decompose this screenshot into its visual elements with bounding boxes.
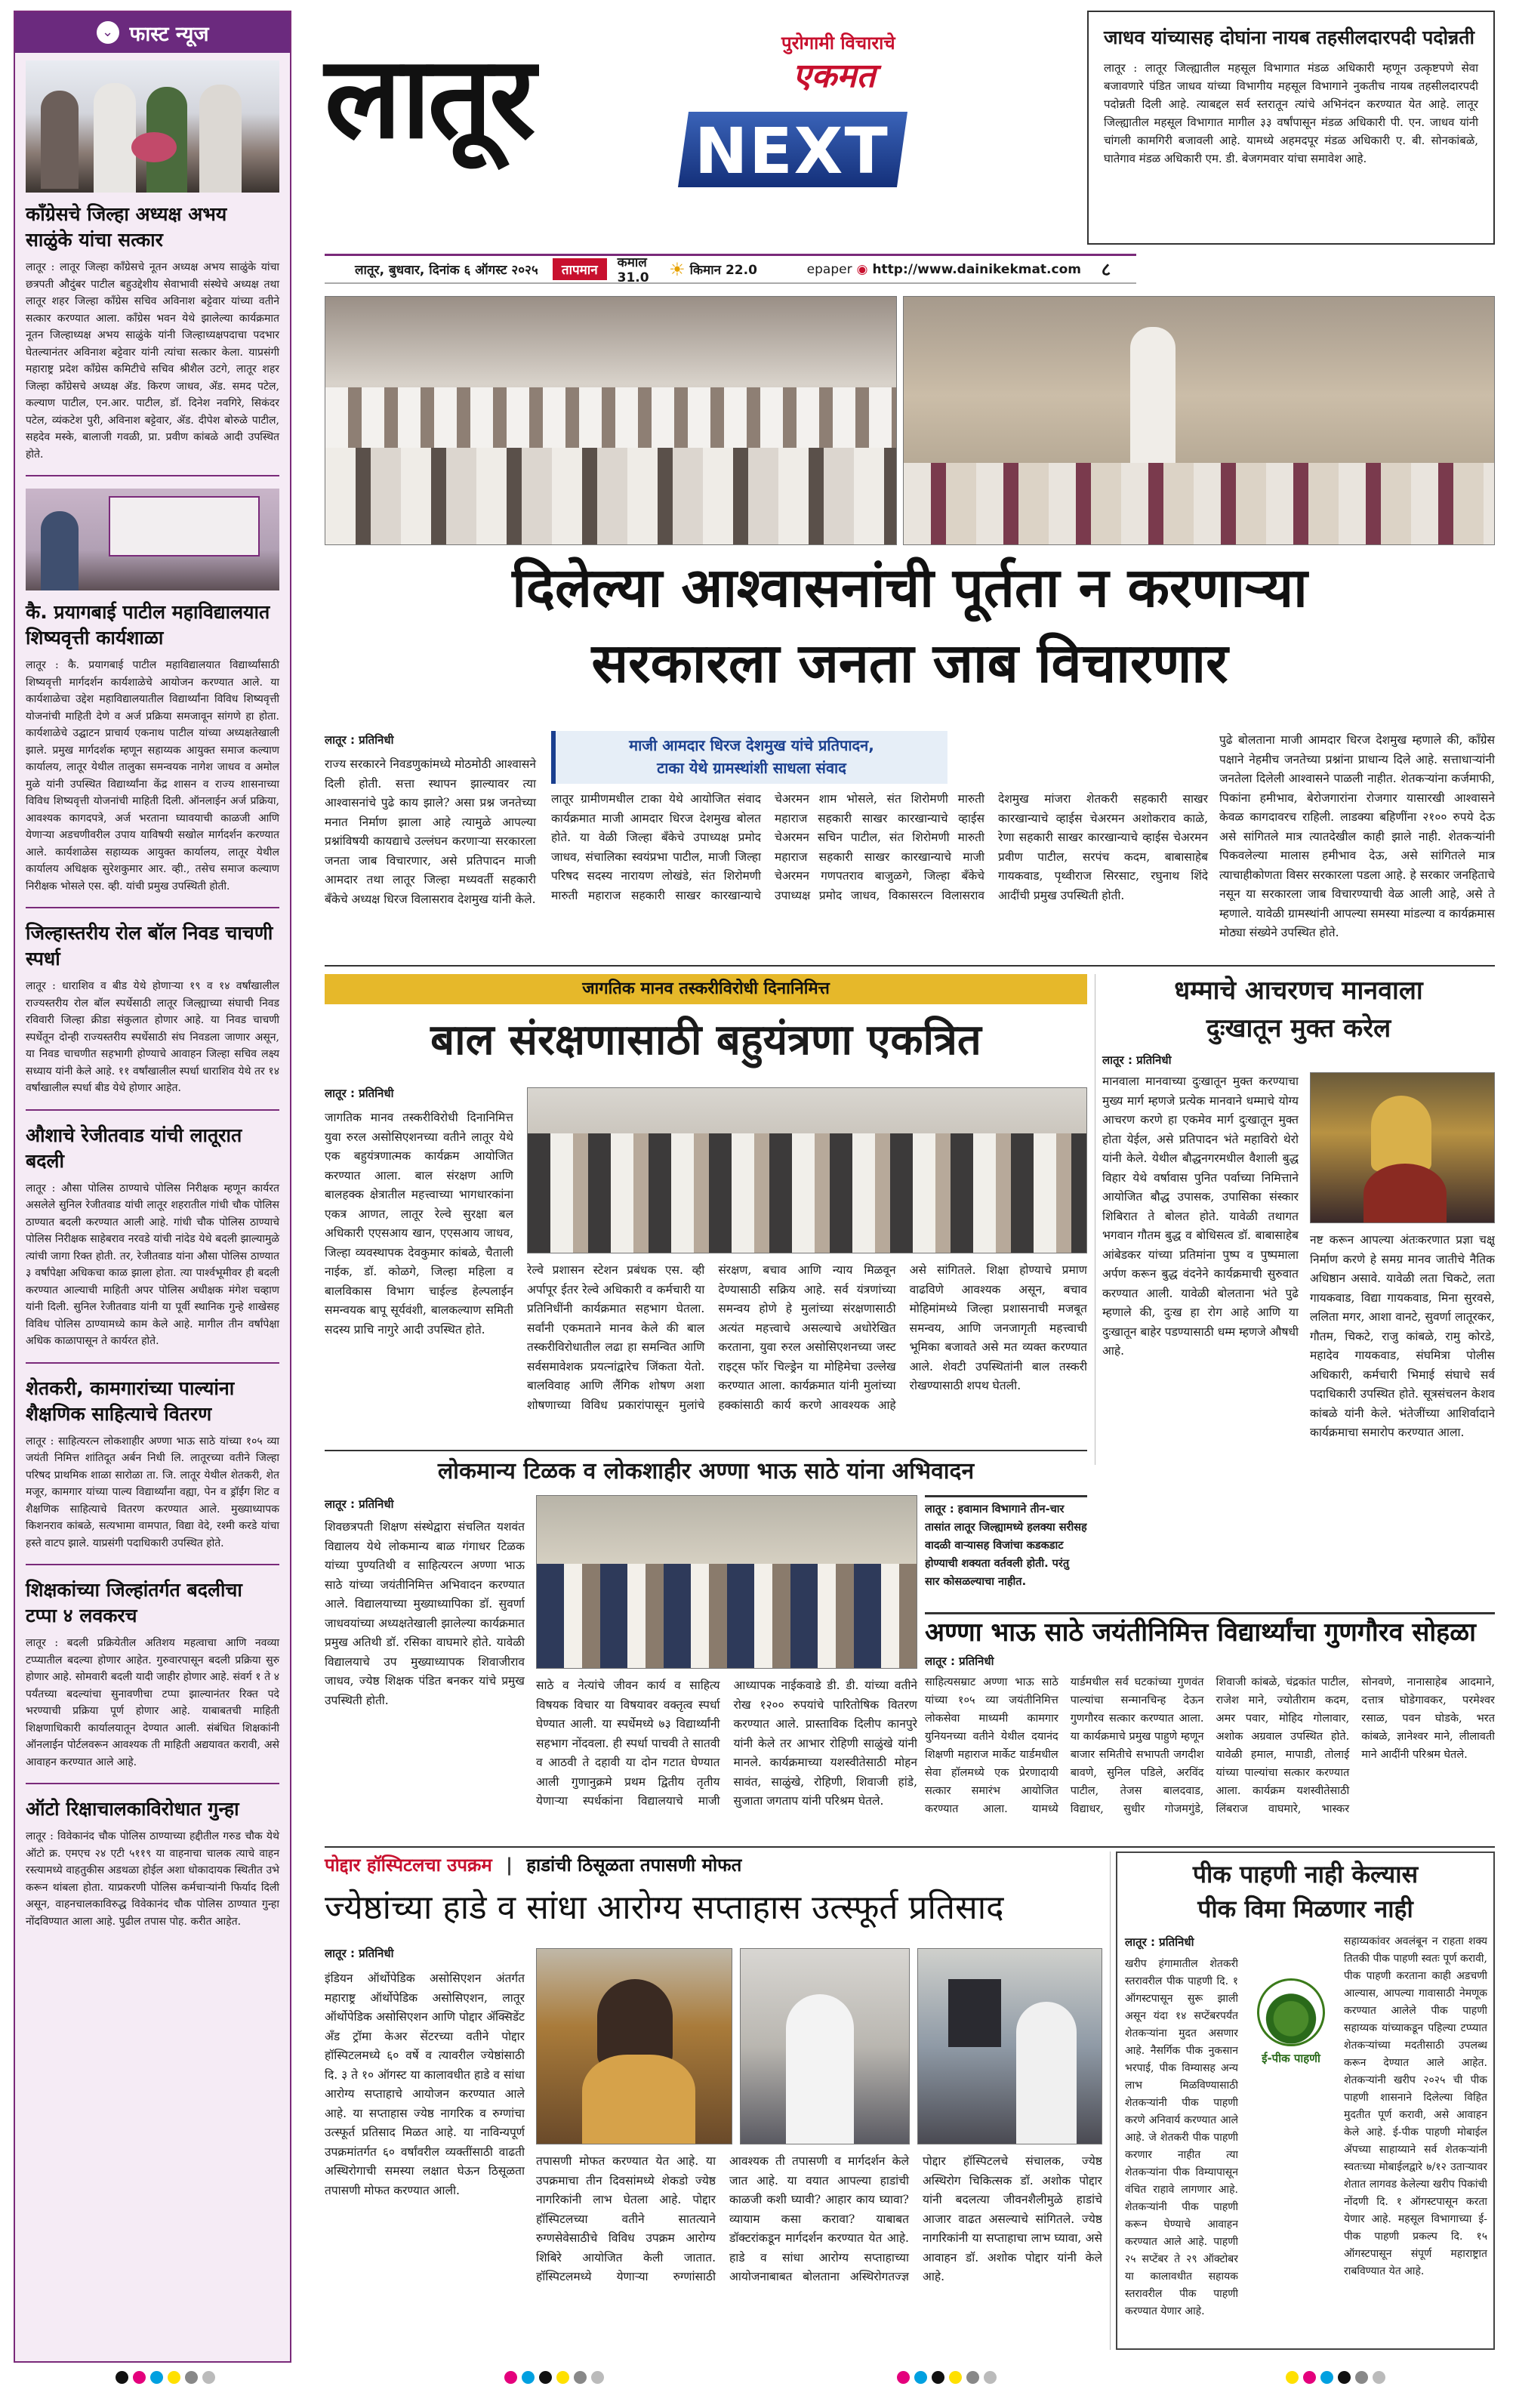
- masthead-brand: एकमत: [793, 57, 876, 95]
- lead-photo-left: [325, 296, 897, 545]
- child-byline: लातूर : प्रतिनिधी: [325, 1087, 394, 1100]
- sidebar-header: [15, 12, 290, 53]
- lead-deck: [551, 731, 948, 784]
- child-photo: [527, 1087, 1087, 1253]
- issue-date: लातूर, बुधवार, दिनांक ६ ऑगस्ट २०२५: [355, 263, 538, 278]
- tilak-left: शिवछत्रपती शिक्षण संस्थेद्वारा संचलित यशवंत विद्यालय येथे लोकमान्य बाळ गंगाधर टिळक यांच्या पुण्यतिथी व साहित्यरत्न अण्णा भाऊ साठे यांच्या जयंतीनिमित्त अभिवादन करण्यात आले. विद्यालयाच्या मुख्याध्यापिका डॉ. सुवर्णा जाधवयांच्या अध्यक्षतेखाली झालेल्या कार्यक्रमात प्रमुख अतिथी डॉ. रसिका वाघमारे होते. यावेळी विद्यालयाचे उप मुख्याध्यापक शिवाजीराव जाधव, ज्येष्ठ शिक्षक पंडित बनकर यांचे प्रमुख उपस्थिती होती.: [325, 1520, 525, 1707]
- poddar-photo-1: [536, 1948, 732, 2144]
- lead-byline: लातूर : प्रतिनिधी: [325, 733, 394, 747]
- brief-title: शेतकरी, कामगारांच्या पाल्यांना शैक्षणिक साहित्याचे वितरण: [26, 1377, 235, 1425]
- masthead-next-label: NEXT: [695, 114, 889, 188]
- temperature-label: तापमान: [553, 258, 607, 280]
- website-link[interactable]: http://www.dainikekmat.com: [872, 261, 1081, 277]
- lead-deck-line1: माजी आमदार धिरज देशमुख यांचे प्रतिपादन,: [629, 736, 874, 754]
- tilak-photo: [536, 1495, 917, 1669]
- dhamma-left: मानवाला मानवाच्या दुःखातून मुक्त करण्याचा मुख्य मार्ग म्हणजे प्रत्येक मानवाने धम्माचे योग्य आचरण करणे हा एकमेव मार्ग दुःखातून मुक्त होता येईल, असे प्रतिपादन भंते महाविरो थेरो यांनी केले. येथील बौद्धनगरमधील वैशाली बुद्ध विहार येथे वर्षावास पुनित पर्वाच्या निमित्ताने आयोजित बौद्ध उपासक, उपासिका संस्कार शिबिरात ते बोलत होते. यावेळी तथागत भगवान गौतम बुद्ध व बोधिसत्व डॉ. बाबासाहेब आंबेडकर यांच्या प्रतिमांना पुष्प व पुष्पमाला अर्पण करून बुद्ध वंदनेने कार्यक्रमाची सुरुवात करण्यात आली. यावेळी बोलताना भंते पुढे म्हणाले की, दुःख हा रोग आहे आणि या दुःखातून बाहेर पडण्यासाठी धम्म म्हणजे औषधी आहे.: [1102, 1075, 1299, 1358]
- tilak-right: साठे व नेत्यांचे जीवन कार्य व साहित्य विषयक विचार या विषयावर वक्तृत्व स्पर्धा घेण्यात आली. या स्पर्धेमध्ये ७३ विद्यार्थ्यांनी सहभाग नोंदवला. ही स्पर्धा पाचवी ते सातवी व आठवी ते दहावी या दोन गटात घेण्यात आली गुणानुक्रमे प्रथम द्वितीय तृतीय येणाऱ्या स्पर्धकांना विद्यालयाचे माजी आध्यापक नाईकवाडे डी. डी. यांच्या वतीने रोख १२०० रुपयांचे पारितोषिक वितरण करण्यात आले. प्रास्ताविक दिलीप कानपुरे यांनी केले तर आभार रोहिणी साळुंखे यांनी मानले. कार्यक्रमाच्या यशस्वीतेसाठी मोहन सावंत, साळुंखे, रोहिणी, शिवाजी हांडे, सुजाता जगताप यांनी परिश्रम घेतले.: [536, 1679, 917, 1808]
- poddar-right: तपासणी मोफत करण्यात येत आहे. या उपक्रमाचा तीन दिवसांमध्ये शेकडो ज्येष्ठ नागरिकांनी लाभ घेतला आहे. पोद्दार हॉस्पिटलच्या वतीने सातत्याने रुग्णसेवेसाठीचे विविध उपक्रम आरोग्य शिबिरे आयोजित केली जातात. हॉस्पिटलमध्ये येणाऱ्या रुग्णांसाठी आवश्यक ती तपासणी व मार्गदर्शन केले जात आहे. या वयात आपल्या हाडांची काळजी कशी घ्यावी? आहार काय घ्यावा? व्यायाम कसा करावा? याबाबत डॉक्टरांकडून मार्गदर्शन करण्यात येत आहे. हाडे व सांधा आरोग्य सप्ताहाच्या आयोजनाबाबत बोलताना अस्थिरोगतज्ज्ञ पोद्दार हॉस्पिटलचे संचालक, ज्येष्ठ अस्थिरोग चिकित्सक डॉ. अशोक पोद्दार यांनी बदलत्या जीवनशैलीमुळे हाडांचे आजार वाढत असल्याचे सांगितले. ज्येष्ठ नागरिकांनी या सप्ताहाचा लाभ घ्यावा, असे आवाहन डॉ. अशोक पोद्दार यांनी केले आहे.: [536, 2154, 1102, 2283]
- brief-text: लातूर : विवेकानंद चौक पोलिस ठाण्याच्या हद्दीतील गरुड चौक येथे ऑटो क्र. एमएच २४ एटी ५११९ या वाहनाचा चालक त्याचे वाहन रस्त्यामध्ये वाहतुकीस अडथळा होईल अशा धोकादायक स्थितीत उभे करून थांबला होता. याप्रकरणी पोलिस कर्मचाऱ्यांनी फिर्याद दिली असून, वाहनचालकाविरुद्ध विवेकानंद चौक पोलिस ठाण्यात गुन्हा नोंदविण्यात आला आहे. पुढील तपास पोह. करीत आहेत.: [26, 1830, 279, 1928]
- chevron-down-icon: ⌄: [97, 21, 119, 44]
- dhamma-headline-1: धम्माचे आचरणच मानवाला: [1174, 976, 1423, 1006]
- child-right: रेल्वे प्रशासन स्टेशन प्रबंधक एस. व्ही अर्पापूर ईतर रेल्वे अधिकारी व कर्मचारी या प्रतिनिधींनी कार्यक्रमात सहभाग घेतला. सर्वांनी एकमताने मानव केले की बाल तस्करीविरोधातील लढा हा समन्वित आणि सर्वसमावेशक प्रयत्नांद्वारेच जिंकता येतो. बालविवाह आणि लैंगिक शोषण अशा शोषणाच्या विविध प्रकारांपासून मुलांचे संरक्षण, बचाव आणि न्याय मिळवून देण्यासाठी सक्रिय आहे. सर्व यंत्रणांच्या समन्वय होणे हे मुलांच्या संरक्षणासाठी अत्यंत महत्त्वाचे असल्याचे अधोरेखित करताना, युवा रुरल असोसिएशनच्या जस्ट राइट्स फॉर चिल्ड्रेन या मोहिमेचा उल्लेख करण्यात आला. कार्यक्रमात यांनी मुलांच्या हक्कांसाठी कार्य करणे आवश्यक आहे असे सांगितले. शिक्षा होण्याचे प्रमाण वाढविणे आवश्यक असून, बचाव मोहिमांमध्ये जिल्हा प्रशासनाची मजबूत समन्वय, आणि जनजागृती महत्त्वाची भूमिका बजावते असे मत व्यक्त करण्यात आले. शेवटी उपस्थितांनी बाल तस्करी रोखण्यासाठी शपथ घेतली.: [527, 1263, 1087, 1412]
- masthead-tagline: पुरोगामी विचाराचे: [781, 32, 895, 54]
- crop-logo-text: ई-पीक पाहणी: [1262, 2052, 1320, 2065]
- brief-text: लातूर : धाराशिव व बीड येथे होणाऱ्या १९ व १४ वर्षांखालील राज्यस्तरीय रोल बॉल स्पर्धेसाठी लातूर जिल्ह्याच्या संघाची निवड रविवारी जिल्हा क्रीडा संकुलात होणार आहे. या निवड चाचणी स्पर्धेतून दोन्ही राज्यस्तरीय स्पर्धेसाठी संघ निवडला जाणार असून, या निवड चाचणीत सहभागी होण्याचे आवाहन जिल्हा सचिव लक्ष्य सध्याय यांनी केले आहे. ११ वर्षांखालील स्पर्धा धाराशिव येथे तर १४ वर्षांखालील स्पर्धा बीड येथे होणार आहेत.: [26, 980, 279, 1094]
- anna-headline: अण्णा भाऊ साठे जयंतीनिमित्त विद्यार्थ्यांचा गुणगौरव सोहळा: [925, 1612, 1495, 1649]
- congress-photo: [26, 60, 279, 193]
- brief-title: काँग्रेसचे जिल्हा अध्यक्ष अभय साळुंके यांचा सत्कार: [26, 203, 227, 251]
- crop-left: खरीप हंगामातील शेतकरी स्तरावरील पीक पाहणी दि. १ ऑगस्टपासून सुरू झाली असून यंदा १४ सप्टेंबरपर्यंत शेतकऱ्यांना मुदत असणार आहे. नैसर्गिक पीक नुकसान भरपाई, पीक विम्यासह अन्य लाभ मिळविण्यासाठी शेतकऱ्यांनी पीक पाहणी करणे अनिवार्य करण्यात आले आहे. जे शेतकरी पीक पाहणी करणार नाहीत त्या शेतकऱ्यांना पीक विम्यापासून वंचित राहावे लागणार आहे. शेतकऱ्यांनी पीक पाहणी करून घेण्याचे आवाहन करण्यात आले आहे. पाहणी २५ सप्टेंबर ते २९ ऑक्टोबर या कालावधीत सहायक स्तरावरील पीक पाहणी करण्यात येणार आहे.: [1125, 1958, 1238, 2317]
- masthead-bar: [325, 254, 1081, 284]
- brief-text: लातूर : लातूर जिल्हा काँग्रेसचे नूतन अध्यक्ष अभय साळुंके यांचा छत्रपती औदुंबर पाटील बहुउद्देशीय सेवाभावी संस्थेचे अध्यक्ष तथा लातूर शहर जिल्हा काँग्रेस सचिव अविनाश बट्टेवार यांच्या वतीने सत्कार करण्यात आला. काँग्रेस भवन येथे झालेल्या कार्यक्रमात नूतन जिल्हाध्यक्ष अभय साळुंके यांनी जिल्हाध्यक्षपदाचा पदभार घेतल्यानंतर अविनाश बट्टेवार यांनी त्यांचा सत्कार केला. याप्रसंगी महाराष्ट्र प्रदेश काँग्रेस कमिटीचे सचिव श्रीशैल उटगे, लातूर शहर जिल्हा काँग्रेसचे अध्यक्ष ॲड. किरण जाधव, ॲड. समद पटेल, कल्याण पाटील, एन.आर. पाटील, डॉ. दिनेश नवगिरे, सिकंदर पटेल, व्यंकटेश पुरी, अविनाश बट्टेवार, ॲड. दीपेश बोरुळे पाटील, सहदेव मस्के, बालाजी गवळी, प्रा. प्रवीण कांबळे आदी उपस्थित होते.: [26, 261, 279, 461]
- registration-marks-mid: [895, 2371, 999, 2387]
- sun-icon: ☀: [669, 258, 686, 280]
- brief-title: जिल्हास्तरीय रोल बॉल निवड चाचणी स्पर्धा: [26, 922, 273, 970]
- brief-text: लातूर : औसा पोलिस ठाण्याचे पोलिस निरीक्षक म्हणून कार्यरत असलेले सुनिल रेजीतवाड यांची लातूर शहरातील गांधी चौक पोलिस ठाण्यात बदली करण्यात आली आहे. गांधी चौक पोलिस ठाण्याचे पोलिस निरीक्षक साहेबराव नरवडे यांची नांदेड येथे बदली झाल्यामुळे त्यांची जागा रिक्त होती. तर, रेजीतवाड यांना औसा पोलिस ठाण्यात ३ वर्षांपेक्षा अधिकचा काळ झाला होता. त्या पार्श्वभूमीवर ही बदली करण्यात आल्याची माहिती अपर पोलिस अधीक्षक मंगेश चव्हाण यांनी दिली. सुनिल रेजीतवाड यांनी या पूर्वी स्थानिक गुन्हे शाखेसह विविध पोलिस ठाण्यामध्ये काम केले आहे. मागील तीन वर्षांपेक्षा अधिक काळापासून ते कार्यरत होते.: [26, 1182, 279, 1347]
- globe-icon: ◉: [856, 261, 868, 277]
- brief-title: शिक्षकांच्या जिल्हांतर्गत बदलीचा टप्पा ४ लवकरच: [26, 1579, 242, 1626]
- registration-marks-right: [1283, 2371, 1388, 2387]
- brief-text: लातूर : बदली प्रक्रियेतील अतिशय महत्वाचा आणि नवव्या टप्प्यातील बदल्या होणार आहेत. गुरुवारपासून बदली प्रक्रिया सुरु होणार आहे. सोमवारी बदली यादी जाहीर होणार आहे. संवर्ग १ ते ४ पर्यंतच्या बदल्यांचा सुनावणीचा टप्पा झाल्यानंतर रिक्त पदे भरण्याची प्रक्रिया पूर्ण होणार आहे. याबाबतची माहिती शिक्षणाधिकारी कार्यालयातून देण्यात आली. संबंधित शिक्षकांनी ऑनलाईन पोर्टलवरून आवश्यक ती माहिती अद्ययावत करावी, असे आवाहन करण्यात आले आहे.: [26, 1637, 279, 1768]
- child-kicker: जागतिक मानव तस्करीविरोधी दिनानिमित्त: [325, 974, 1087, 1004]
- brief-title: ऑटो रिक्षाचालकाविरोधात गुन्हा: [26, 1798, 239, 1820]
- child-headline: बाल संरक्षणासाठी बहुयंत्रणा एकत्रित: [430, 1016, 981, 1065]
- lead-headline-2: सरकारला जनता जाब विचारणार: [591, 631, 1228, 695]
- poddar-left: इंडियन ऑर्थोपेडिक असोसिएशन अंतर्गत महाराष्ट्र ऑर्थोपेडिक असोसिएशन, लातूर ऑर्थोपेडिक असोसिएशन आणि पोद्दार ॲक्सिडेंट अँड ट्रॉमा केअर सेंटरच्या वतीने पोद्दार हॉस्पिटलमध्ये ६० वर्षे व त्यावरील ज्येष्ठांसाठी दि. ३ ते १० ऑगस्ट या कालावधीत हाडे व सांधा आरोग्य सप्ताहाचे आयोजन करण्यात आले आहे. या सप्ताहास ज्येष्ठ नागरिक व रुग्णांचा उत्स्फूर्त प्रतिसाद मिळत आहे. या नाविन्यपूर्ण उपक्रमांतर्गत ६० वर्षांवरील व्यक्तींसाठी वाढती अस्थिरोगाची समस्या लक्षात घेऊन ठिसूळता तपासणी मोफत करण्यात आली.: [325, 1972, 525, 2197]
- max-temp: कमाल 31.0: [617, 255, 649, 285]
- brief-text: लातूर : साहित्यरत्न लोकशाहीर अण्णा भाऊ साठे यांच्या १०५ व्या जयंती निमित्त शांतिदूत अर्बन निधी लि. लातूरच्या वतीने जिल्हा परिषद प्राथमिक शाळा सारोळा ता. जि. लातूर येथील शेतकरी, शेत मजूर, कामगार यांच्या पाल्य विद्यार्थ्यांना वह्या, पेन व ड्रॉईंग शिट व शैक्षणिक साहित्याचे वितरण करण्यात आले. मुख्याध्यापक किशनराव कांबळे, सत्यभामा वामपात, विद्या वेदे, रश्मी करडे यांचा हस्ते वाटप झाले. याप्रसंगी पदाधिकारी उपस्थित होते.: [26, 1435, 279, 1549]
- poddar-byline: लातूर : प्रतिनिधी: [325, 1947, 394, 1960]
- tilak-headline: लोकमान्य टिळक व लोकशाहीर अण्णा भाऊ साठे यांना अभिवादन: [437, 1458, 975, 1485]
- anna-text: साहित्यसम्राट अण्णा भाऊ साठे यांच्या १०५ व्या जयंतीनिमित्त लोकसेवा माध्यमी कामगार युनियनच्या वतीने येथील दयानंद शिक्षणी महाराज मार्केट यार्डमधील सेवा हॉलमध्ये एक प्रेरणादायी सत्कार समारंभ आयोजित करण्यात आला. यामध्ये यार्डमधील सर्व घटकांच्या गुणवंत पाल्यांचा सन्मानचिन्ह देऊन गुणगौरव सत्कार करण्यात आला. या कार्यक्रमाचे प्रमुख पाहुणे म्हणून बाजार समितीचे सभापती जगदीश बावणे, सुनिल पडिले, अरविंद पाटील, तेजस बालदवाड, विद्याधर, सुधीर गोजमगुंडे, शिवाजी कांबळे, चंद्रकांत पाटील, राजेश माने, ज्योतीराम कदम, अमर पवार, मोहिद गोलावार, अशोक अग्रवाल उपस्थित होते. यावेळी हमाल, मापाडी, तोलाई यांच्या पाल्यांचा सत्कार करण्यात आला. कार्यक्रम यशस्वीतेसाठी लिंबराज वाघमारे, भास्कर सोनवणे, नानासाहेब आदमाने, दत्तात्र घोडेगावकर, परमेश्वर रसाळ, पवन घोडके, भरत कांबळे, ज्ञानेश्वर माने, लीलावती माने आदींनी परिश्रम घेतले.: [925, 1676, 1495, 1815]
- poddar-kicker-sub: हाडांची ठिसूळता तपासणी मोफत: [526, 1855, 742, 1876]
- min-temp: किमान 22.0: [689, 263, 757, 278]
- dhamma-right: नष्ट करून आपल्या अंतःकरणात प्रज्ञा चक्षू निर्माण करणे हे समग्र मानव जातीचे नैतिक अधिष्ठान असावे. यावेळी लता चिकटे, लता गायकवाड, विद्या गायकवाड, मिना सुरवसे, ललिता मगर, आशा वानटे, सुवर्णा लातूरकर, गौतम, चिकटे, राजु कांबळे, रामु कोरडे, महादेव गायकवाड, संघमित्रा पोलीस अधिकारी, कर्मचारी भिमाई संघाचे सर्व पदाधिकारी उपस्थित होते. सूत्रसंचलन केशव कांबळे यांनी केले. भंतेजींच्या आशिर्वादाने कार्यक्रमाचा समारोप करण्यात आला.: [1310, 1233, 1495, 1439]
- crop-headline-2: पीक विमा मिळणार नाही: [1197, 1895, 1413, 1923]
- brief-title: औशाचे रेजीतवाड यांची लातूरात बदली: [26, 1124, 242, 1172]
- crop-headline-1: पीक पाहणी नाही केल्यास: [1192, 1860, 1419, 1888]
- lead-col1: राज्य सरकारने निवडणुकांमध्ये मोठमोठी आश्वासने दिली होती. सत्ता स्थापन झाल्यावर त्या आश्वासनांचे पुढे काय झाले? असा प्रश्न जनतेच्या मनात निर्माण झाला आहे त्यामुळे आपल्या प्रश्नांविषयी कायद्याचे उल्लंघन करणाऱ्या सरकारला जनता जाब विचारणार, असे प्रतिपादन माजी आमदार तथा लातूर जिल्हा मध्यवर्ती सहकारी बँकेचे अध्यक्ष धिरज विलासराव देशमुख यांनी केले.: [325, 757, 536, 906]
- page-number: ८: [1076, 254, 1136, 284]
- weather-brief: लातूर : हवामान विभागाने तीन-चार तासांत लातूर जिल्ह्यामध्ये हलक्या सरीसह वादळी वाऱ्यासह विजांचा कडकडाट होण्याची शक्यता वर्तवली होती. परंतु सार कोसळल्याचा नाहीत.: [925, 1495, 1087, 1608]
- dhamma-photo: [1310, 1072, 1495, 1223]
- crop-right: सहाय्यकांवर अवलंबून न राहता शक्य तितकी पीक पाहणी स्वतः पूर्ण करावी, पीक पाहणी करताना काही अडचणी आल्यास, आपल्या गावासाठी नेमणूक करण्यात आलेले पीक पाहणी सहाय्यक यांच्याकडून पहिल्या टप्प्यात शेतकऱ्यांच्या मदतीसाठी उपलब्ध करून देण्यात आले आहेत. शेतकऱ्यांनी खरीप २०२५ ची पीक पाहणी शासनाने दिलेल्या विहित मुदतीत पूर्ण करावी, असे आवाहन केले आहे. ई-पीक पाहणी मोबाईल ॲपच्या साहाय्याने सर्व शेतकऱ्यांनी स्वतःच्या मोबाईलद्वारे ७/१२ उताऱ्यावर शेतात लागवड केलेल्या खरीप पिकांची नोंदणी दि. १ ऑगस्टपासून करता येणार आहे. महसूल विभागाच्या ई-पीक पाहणी प्रकल्प दि. १५ ऑगस्टपासून संपूर्ण महाराष्ट्रात राबविण्यात येत आहे.: [1344, 1935, 1487, 2277]
- lead-headline-1: दिलेल्या आश्वासनांची पूर्तता न करणाऱ्या: [512, 556, 1308, 619]
- sidebar: [14, 11, 291, 2363]
- registration-marks-left: [113, 2371, 217, 2387]
- masthead-name: लातूर: [325, 32, 533, 164]
- registration-marks-center: [502, 2371, 606, 2387]
- plant-icon: [1257, 1978, 1325, 2046]
- epaper-label: epaper: [806, 261, 852, 277]
- sidebar-title: फास्ट न्यूज: [129, 22, 209, 46]
- top-right-story: [1087, 11, 1495, 245]
- poddar-photo-2: [740, 1948, 910, 2144]
- dhamma-byline: लातूर : प्रतिनिधी: [1102, 1053, 1172, 1067]
- brief-text: लातूर : कै. प्रयागबाई पाटील महाविद्यालयात विद्यार्थ्यांसाठी शिष्यवृत्ती मार्गदर्शन कार्यशाळेचे आयोजन करण्यात आले. या कार्यशाळेचा उद्देश महाविद्यालयातील विद्यार्थ्यांना विविध शिष्यवृत्ती योजनांची माहिती देणे व अर्ज प्रक्रिया समजावून सांगणे हा होता. कार्यशाळेचे उद्घाटन प्राचार्य एकनाथ पाटील यांच्या अध्यक्षतेखाली झाले. प्रमुख मार्गदर्शक म्हणून सहाय्यक आयुक्त समाज कल्याण कार्यालय, लातूर येथील तालुका समन्वयक नागेश जाधव व अमोल मुळे यांनी उपस्थित विद्यार्थ्यांना केंद्र शासन व राज्य शासनाच्या विविध शिष्यवृत्ती योजनांची माहिती दिली. ऑनलाईन अर्ज प्रक्रिया, आवश्यक कागदपत्रे, अर्ज भरताना घ्यावयाची काळजी आणि येणाऱ्या अडचणीवरील उपाय याविषयी सखोल मार्गदर्शन करण्यात आले. कार्यशाळेस सहाय्यक आयुक्त कार्यालय, लातूर येथील कार्यालय अधिक्षक सुरेशकुमार आर. व्ही., तसेच समाज कल्याण निरीक्षक भोसले एस. व्ही. यांची प्रमुख उपस्थिती होती.: [26, 659, 279, 893]
- lead-col2: लातूर ग्रामीणमधील टाका येथे आयोजित संवाद कार्यक्रमात माजी आमदार धिरज देशमुख बोलत होते. या वेळी जिल्हा बँकेचे उपाध्यक्ष प्रमोद जाधव, संचालिका स्वयंप्रभा पाटील, माजी जिल्हा परिषद सदस्य नारायण लोखंडे, संत शिरोमणी मारुती महाराज सहकारी साखर कारखान्याचे चेअरमन शाम भोसले, संत शिरोमणी मारुती महाराज सहकारी साखर कारखान्याचे व्हाईस चेअरमन सचिन पाटील, संत शिरोमणी मारुती महाराज सहकारी साखर कारखान्याचे माजी चेअरमन गणपतराव बाजुळगे, जिल्हा बँकेचे उपाध्यक्ष प्रमोद जाधव, विकासरत्न विलासराव देशमुख मांजरा शेतकरी सहकारी साखर कारखान्याचे व्हाईस चेअरमन अशोकराव काळे, रेणा सहकारी साखर कारखान्याचे व्हाईस चेअरमन प्रवीण पाटील, सरपंच कदम, बाबासाहेब गायकवाड, पृथ्वीराज सिरसाट, रघुनाथ शिंदे आदींची प्रमुख उपस्थिती होती.: [551, 792, 1208, 902]
- poddar-kicker-label: पोद्दार हॉस्पिटलचा उपक्रम: [325, 1855, 492, 1876]
- poddar-photo-3: [917, 1948, 1102, 2144]
- story-text: लातूर : लातूर जिल्ह्यातील महसूल विभागात मंडळ अधिकारी म्हणून उत्कृष्टपणे सेवा बजावणारे पंडित जाधव यांच्या विभागीय महसूल विभागाने नुकतीच नायब तहसीलदारपदी पदोन्नती दिली आहे. त्याबद्दल सर्व स्तरातून त्यांचे अभिनंदन करण्यात येत आहे. लातूर जिल्ह्यातील महसूल विभागात मागील ३३ वर्षांपासून मंडळ अधिकारी पी. एन. जाधव यांनी चांगली कामगिरी बजावली आहे. यामध्ये अहमदपूर मंडळ अधिकारी ए. बी. सोनकांबळे, घातेगाव मंडळ अधिकारी एम. डी. बेजगमवार यांचा समावेश आहे.: [1104, 61, 1478, 165]
- child-left: जागतिक मानव तस्करीविरोधी दिनानिमित्त युवा रुरल असोसिएशनच्या वतीने लातूर येथे एक बहुयंत्रणात्मक कार्यक्रम आयोजित करण्यात आला. बाल संरक्षण आणि बालहक्क क्षेत्रातील महत्त्वाच्या भागधारकांना एकत्र आणत, लातूर रेल्वे सुरक्षा बल अधिकारी एएसआय खान, एएसआय जाधव, जिल्हा व्यवस्थापक देवकुमार कांबळे, चैताली नाईक, डॉ. कोळगे, जिल्हा महिला व बालविकास विभाग चाईल्ड हेल्पलाईन समन्वयक बापू सूर्यवंशी, बालकल्याण समिती सदस्य प्राचि नागुरे आदी उपस्थित होते.: [325, 1111, 513, 1337]
- crop-byline: लातूर : प्रतिनिधी: [1125, 1935, 1194, 1949]
- college-photo: [26, 489, 279, 590]
- lead-deck-line2: टाका येथे ग्रामस्थांशी साधला संवाद: [657, 759, 846, 777]
- anna-byline: लातूर : प्रतिनिधी: [925, 1654, 994, 1668]
- dhamma-headline-2: दुःखातून मुक्त करेल: [1206, 1013, 1391, 1044]
- crop-logo: [1246, 1978, 1336, 2077]
- lead-col3: पुढे बोलताना माजी आमदार धिरज देशमुख म्हणाले की, काँग्रेस पक्षाने नेहमीच जनतेच्या प्रश्नांना प्राधान्य दिले आहे. सत्ताधाऱ्यांनी जनतेला दिलेली आश्वासने पाळली नाहीत. शेतकऱ्यांना कर्जमाफी, पिकांना हमीभाव, बेरोजगारांना रोजगार यासारखी आश्वासने केवळ कागदावरच राहिली. लाडक्या बहिणींना २१०० रुपये देऊ असे सांगितले मात्र त्यातदेखील काही झाले नाही. शेतकऱ्यांनी पिकवलेल्या मालास हमीभाव देऊ, असे सांगितले मात्र त्याचाहीकोणता विसर सरकारला पडला आहे. हे सरकार जनहिताचे नसून या सरकारला जाब विचारण्याची वेळ आली आहे, असे ते म्हणाले. यावेळी ग्रामस्थांनी आपल्या समस्या मांडल्या व कार्यक्रमास मोठ्या संख्येने उपस्थित होते.: [1219, 733, 1495, 939]
- story-headline: जाधव यांच्यासह दोघांना नायब तहसीलदारपदी पदोन्नती: [1104, 26, 1475, 48]
- poddar-headline: ज्येष्ठांच्या हाडे व सांधा आरोग्य सप्ताहास उत्स्फूर्त प्रतिसाद: [325, 1888, 1004, 1927]
- poddar-kicker: पोद्दार हॉस्पिटलचा उपक्रम | हाडांची ठिसूळता तपासणी मोफत: [325, 1855, 742, 1876]
- brief-title: कै. प्रयागबाई पाटील महाविद्यालयात शिष्यवृत्ती कार्यशाळा: [26, 601, 270, 649]
- tilak-byline: लातूर : प्रतिनिधी: [325, 1497, 394, 1511]
- lead-photo-right: [903, 296, 1495, 545]
